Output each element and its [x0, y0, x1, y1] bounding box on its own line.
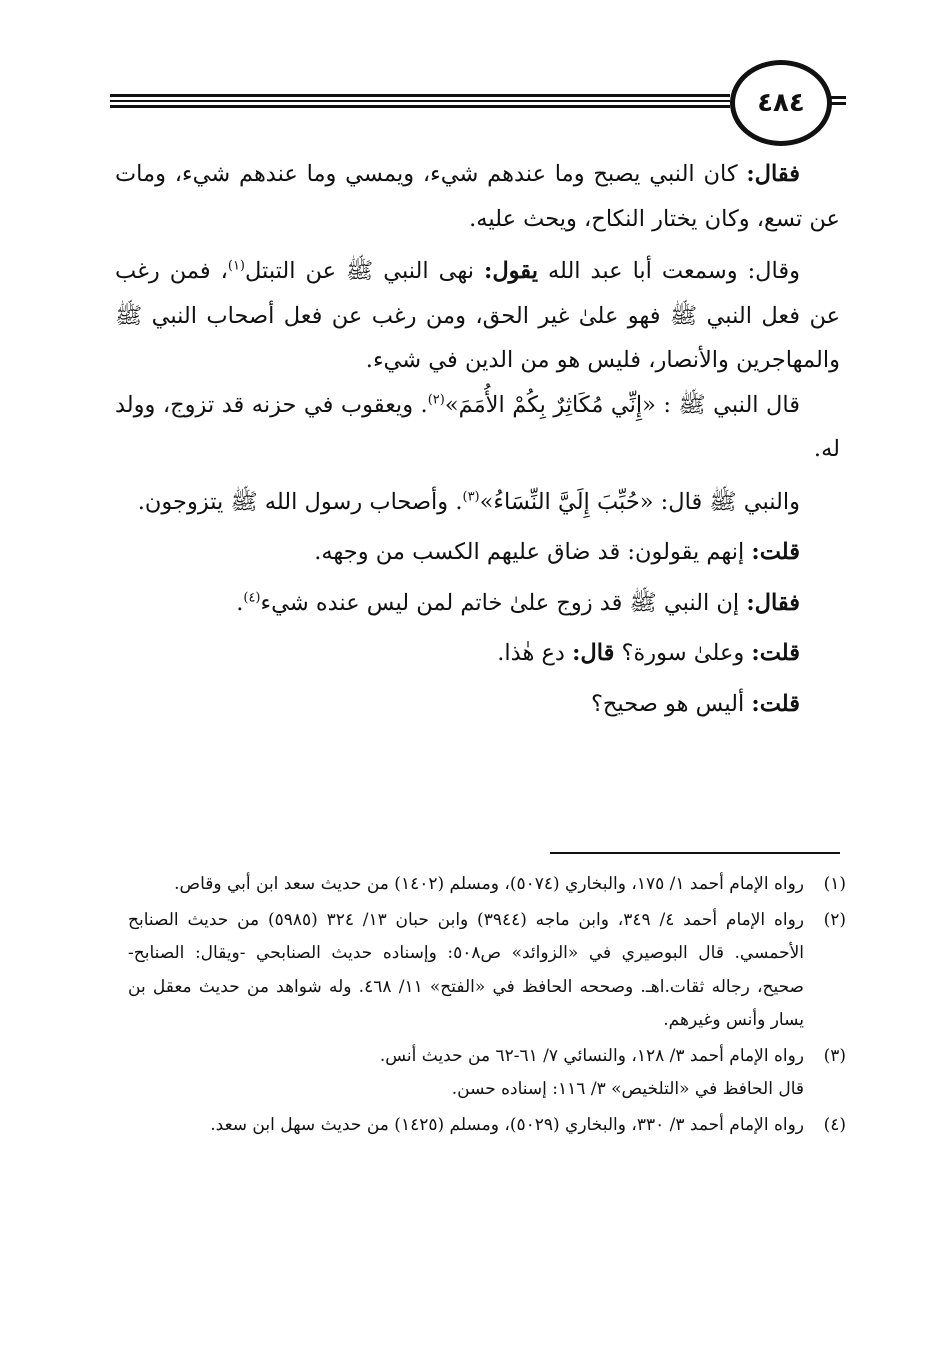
footnote-3 — [128, 1040, 846, 1107]
dialogue-text: أليس هو صحيح؟ — [590, 690, 752, 717]
paragraph-text: قال النبي ﷺ : «إِنِّي مُكَاثِرٌ بِكُمْ الأُمَمَ» — [444, 391, 800, 418]
speaker-label: قلت: — [751, 690, 800, 717]
footnote-text: رواه الإمام أحمد ١/ ١٧٥، والبخاري (٥٠٧٤)، ومسلم (١٤٠٢) من حديث سعد ابن أبي وقاص. — [174, 874, 804, 894]
footnote-1 — [128, 868, 846, 902]
paragraph-text: كان النبي يصبح وما عندهم شيء، ويمسي وما عندهم شيء، ومات عن تسع، وكان يختار النكاح، ويحث عليه. — [115, 161, 840, 232]
footnote-ref-4[interactable]: (٤) — [243, 590, 261, 605]
footnote-number: (٤) — [823, 1114, 846, 1135]
footnote-ref-1[interactable]: (١) — [227, 258, 245, 274]
dialogue-line-1 — [115, 530, 840, 575]
dialogue-line-2 — [115, 581, 840, 626]
main-text — [115, 152, 840, 726]
speaker-label: فقال: — [746, 589, 800, 616]
footnotes — [128, 868, 846, 1144]
dialogue-text: . — [236, 589, 244, 616]
dialogue-line-4 — [115, 682, 840, 727]
keyword: يقول: — [484, 258, 538, 284]
paragraph-3 — [115, 383, 840, 472]
dialogue-text: وعلىٰ سورة؟ — [614, 640, 752, 666]
paragraph-4 — [115, 480, 840, 525]
footnote-text-line: قال الحافظ في «التلخيص» ٣/ ١١٦: إسناده حسن. — [451, 1079, 804, 1099]
speaker-label: فقال: — [746, 161, 800, 187]
paragraph-text: ، فمن رغب عن فعل النبي ﷺ فهو علىٰ غير الحق، ومن رغب عن فعل أصحاب النبي ﷺ والمهاجرين والأنصار، فليس هو من الدين في شيء. — [115, 258, 840, 373]
header-rule — [110, 100, 730, 102]
footnote-divider — [550, 852, 840, 854]
page-header — [110, 58, 845, 148]
dialogue-text: إن النبي ﷺ قد زوج علىٰ خاتم لمن ليس عنده شيء — [260, 589, 747, 616]
footnote-text: رواه الإمام أحمد ٣/ ٣٣٠، والبخاري (٥٠٢٩)، ومسلم (١٤٢٥) من حديث سهل ابن سعد. — [210, 1114, 804, 1135]
paragraph-2 — [115, 249, 840, 383]
paragraph-text: نهى النبي ﷺ عن التبتل — [245, 258, 485, 284]
footnote-ref-3[interactable]: (٣) — [462, 489, 480, 504]
footnote-ref-2[interactable]: (٢) — [427, 392, 445, 407]
footnote-number: (٢) — [823, 909, 846, 930]
footnote-text — [128, 1040, 804, 1107]
dialogue-line-3 — [115, 631, 840, 676]
dialogue-text: إنهم يقولون: قد ضاق عليهم الكسب من وجهه. — [314, 539, 752, 565]
header-rule — [110, 94, 730, 97]
paragraph-text: . ويعقوب في حزنه قد تزوج، وولد له. — [115, 391, 840, 462]
paragraph-text: وقال: وسمعت أبا عبد الله — [537, 258, 800, 284]
footnote-text-line: رواه الإمام أحمد ٣/ ١٢٨، والنسائي ٧/ ٦١-٦٢ من حديث أنس. — [379, 1045, 804, 1066]
paragraph-1 — [115, 152, 840, 241]
footnote-text: رواه الإمام أحمد ٤/ ٣٤٩، وابن ماجه (٣٩٤٤) وابن حبان ١٣/ ٣٢٤ (٥٩٨٥) من حديث الصنابح الأحمسي. قال البوصيري في «الزوائد» ص٥٠٨: وإسناده حديث الصنابحي -ويقال: الصنابح- صحيح، رجاله ثقات.اهـ. وصححه الحافظ في «الفتح» ١١/ ٤٦٨. وله شواهد من حديث معقل بن يسار وأنس وغيرهم. — [128, 909, 804, 1030]
page-number: ٤٨٤ — [730, 60, 832, 146]
paragraph-text: والنبي ﷺ قال: «حُبِّبَ إِلَيَّ النِّسَاءُ» — [479, 488, 800, 515]
speaker-label: قلت: — [751, 539, 800, 565]
speaker-label: قال: — [572, 640, 615, 666]
footnote-4 — [128, 1109, 846, 1143]
footnote-2 — [128, 904, 846, 1038]
header-rule — [110, 105, 730, 108]
speaker-label: قلت: — [751, 640, 800, 666]
paragraph-text: . وأصحاب رسول الله ﷺ يتزوجون. — [137, 488, 463, 515]
footnote-number: (١) — [823, 874, 846, 894]
footnote-number: (٣) — [823, 1045, 846, 1066]
dialogue-text: دع هٰذا. — [497, 640, 573, 666]
